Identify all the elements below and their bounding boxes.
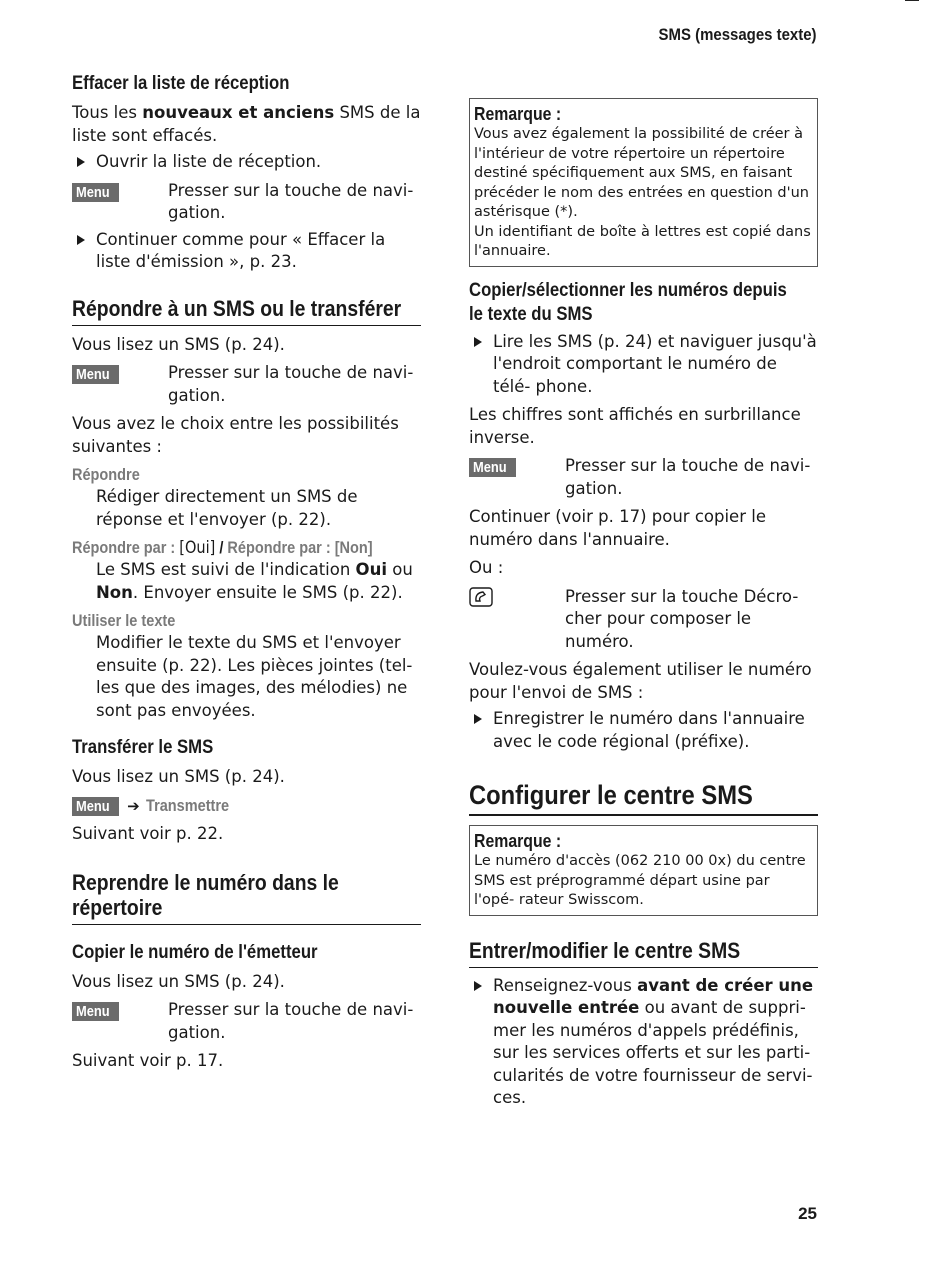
note-box <box>469 825 818 916</box>
right-column <box>469 98 818 1110</box>
option-text: Modifier le texte du SMS et l'envoyer ensuite (p. 22). Les pièces jointes (tel- les que des images, des mélodies) ne sont pas envoyées. <box>96 633 413 720</box>
note-text: Un identifiant de boîte à lettres est copié dans l'annuaire. <box>474 223 811 259</box>
paragraph: Voulez-vous également utiliser le numéro pour l'envoi de SMS : <box>469 660 812 702</box>
section-title-transferer: Transférer le SMS <box>72 737 214 758</box>
section-title-reprendre: Reprendre le numéro dans le répertoire <box>72 870 421 925</box>
bullet-item: Continuer comme pour « Effacer la liste d'émission », p. 23. <box>72 229 421 274</box>
menu-key-icon: Menu <box>72 183 119 202</box>
corner-mark <box>905 0 919 1</box>
option-label: Répondre <box>72 466 140 484</box>
option-label: Répondre par : [Oui] / Répondre par : [Non] <box>72 538 373 557</box>
menu-key-icon: Menu <box>72 797 119 816</box>
paragraph: Ou : <box>469 558 504 577</box>
option-text: Rédiger directement un SMS de réponse et l'envoyer (p. 22). <box>96 487 358 529</box>
note-box <box>469 98 818 267</box>
key-instruction: Menu Presser sur la touche de navi- gation. <box>72 180 421 225</box>
section-title-configurer: Configurer le centre SMS <box>469 779 818 816</box>
bullet-item: Enregistrer le numéro dans l'annuaire avec le code régional (préfixe). <box>469 708 818 753</box>
arrow-right-icon: ➔ <box>127 796 140 815</box>
paragraph: Les chiffres sont affichés en surbrillance inverse. <box>469 405 801 447</box>
key-instruction: Presser sur la touche Décro- cher pour composer le numéro. <box>469 586 818 654</box>
note-text: Le numéro d'accès (062 210 00 0x) du centre SMS est préprogrammé départ usine par l'opé- rateur Swisscom. <box>474 853 806 908</box>
note-title: Remarque : <box>474 831 562 851</box>
note-text: Vous avez également la possibilité de créer à l'intérieur de votre répertoire un répertoire destiné spécifiquement aux SMS, en faisant précéder le nom des entrées en question d'un astérisque (*). <box>474 126 809 220</box>
menu-key-icon: Menu <box>469 458 516 477</box>
menu-path <box>72 795 421 818</box>
paragraph: Vous lisez un SMS (p. 24). <box>72 334 285 354</box>
note-title: Remarque : <box>474 104 562 124</box>
menu-item-label: Transmettre <box>145 796 229 815</box>
key-instruction: Menu Presser sur la touche de navi- gation. <box>72 999 421 1044</box>
paragraph: Vous avez le choix entre les possibilités suivantes : <box>72 414 399 456</box>
paragraph: Suivant voir p. 22. <box>72 824 224 843</box>
paragraph: Suivant voir p. 17. <box>72 1051 224 1070</box>
key-instruction: Menu Presser sur la touche de navi- gation. <box>72 362 421 407</box>
section-title-entrer-modifier: Entrer/modifier le centre SMS <box>469 938 818 968</box>
paragraph: Continuer (voir p. 17) pour copier le numéro dans l'annuaire. <box>469 507 766 549</box>
section-title-copier-emetteur: Copier le numéro de l'émetteur <box>72 941 318 963</box>
paragraph: Vous lisez un SMS (p. 24). <box>72 767 285 786</box>
option-repondre <box>72 464 421 531</box>
option-utiliser-texte <box>72 610 421 722</box>
section-title-repondre: Répondre à un SMS ou le transférer <box>72 296 421 326</box>
running-head: SMS (messages texte) <box>659 25 817 44</box>
option-text: Le SMS est suivi de l'indication Oui ou Non. Envoyer ensuite le SMS (p. 22). <box>96 560 413 602</box>
option-label: Utiliser le texte <box>72 612 176 630</box>
bullet-item: Renseignez-vous avant de créer une nouvelle entrée ou avant de suppri- mer les numéros d'appels prédéfinis, sur les services offerts et sur les parti- cularités de votre fournisseur de servi- ces. <box>469 975 818 1110</box>
section-title-copier-selectionner: Copier/sélectionner les numéros depuis le texte du SMS <box>469 279 787 325</box>
phone-talk-key-icon <box>469 587 493 607</box>
option-repondre-par <box>72 537 421 604</box>
paragraph: Tous les nouveaux et anciens SMS de la liste sont effacés. <box>72 103 421 145</box>
menu-key-icon: Menu <box>72 1002 119 1021</box>
paragraph: Vous lisez un SMS (p. 24). <box>72 971 285 991</box>
section-title-effacer: Effacer la liste de réception <box>72 73 290 94</box>
bullet-item: Ouvrir la liste de réception. <box>72 151 421 174</box>
bullet-item: Lire les SMS (p. 24) et naviguer jusqu'à l'endroit comportant le numéro de télé- phone. <box>469 331 818 399</box>
key-instruction: Menu Presser sur la touche de navi- gation. <box>469 455 818 500</box>
left-column <box>72 72 421 1073</box>
menu-key-icon: Menu <box>72 365 119 384</box>
page-number: 25 <box>798 1204 817 1223</box>
